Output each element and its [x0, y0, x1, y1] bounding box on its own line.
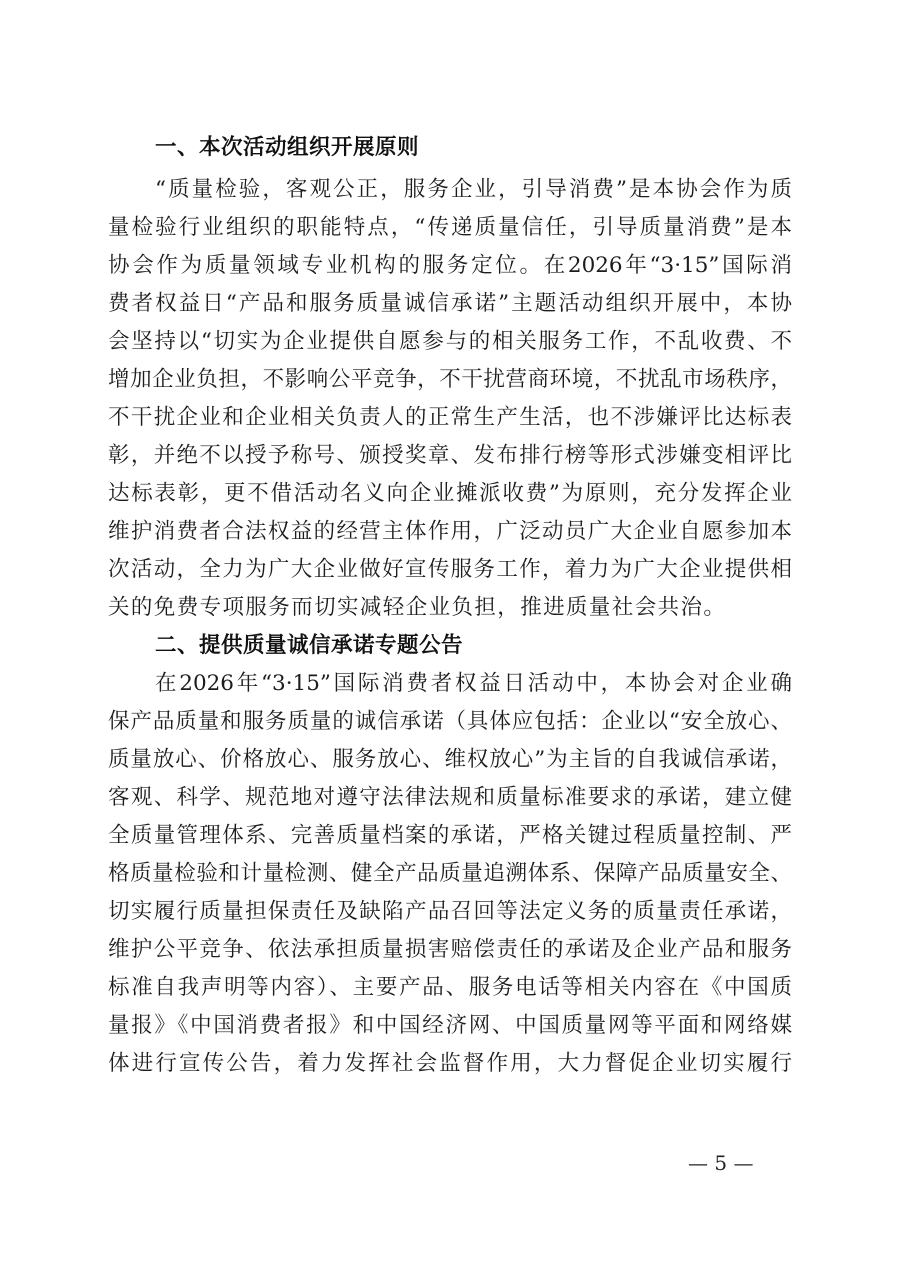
paragraph-line: 量报》《中国消费者报》和中国经济网、中国质量网等平面和网络媒: [108, 1013, 792, 1038]
paragraph-line: 保产品质量和服务质量的诚信承诺（具体应包括：企业以“安全放心、: [108, 709, 792, 734]
paragraph-line: 维护公平竞争、依法承担质量损害赔偿责任的承诺及企业产品和服务: [108, 937, 792, 962]
paragraph-line: 全质量管理体系、完善质量档案的承诺，严格关键过程质量控制、严: [108, 823, 792, 848]
paragraph-line: 会坚持以“切实为企业提供自愿参与的相关服务工作，不乱收费、不: [108, 329, 792, 354]
paragraph-line: 关的免费专项服务而切实减轻企业负担，推进质量社会共治。: [108, 595, 727, 620]
paragraph-line: 客观、科学、规范地对遵守法律法规和质量标准要求的承诺，建立健: [108, 785, 792, 810]
section-heading-2: 二、提供质量诚信承诺专题公告: [155, 633, 464, 658]
paragraph-line: 在2026年“3·15”国际消费者权益日活动中，本协会对企业确: [155, 671, 792, 696]
paragraph-line: “质量检验，客观公正，服务企业，引导消费”是本协会作为质: [155, 177, 792, 202]
section-heading-1: 一、本次活动组织开展原则: [155, 135, 420, 160]
paragraph-line: 维护消费者合法权益的经营主体作用，广泛动员广大企业自愿参加本: [108, 519, 792, 544]
paragraph-line: 不干扰企业和企业相关负责人的正常生产生活，也不涉嫌评比达标表: [108, 405, 792, 430]
paragraph-line: 格质量检验和计量检测、健全产品质量追溯体系、保障产品质量安全、: [108, 861, 792, 886]
paragraph-line: 标准自我声明等内容）、主要产品、服务电话等相关内容在《中国质: [108, 975, 792, 1000]
paragraph-line: 达标表彰，更不借活动名义向企业摊派收费”为原则，充分发挥企业: [108, 481, 792, 506]
paragraph-line: 增加企业负担，不影响公平竞争，不干扰营商环境，不扰乱市场秩序，: [108, 367, 792, 392]
paragraph-line: 体进行宣传公告，着力发挥社会监督作用，大力督促企业切实履行: [108, 1051, 792, 1076]
page-number: — 5 —: [688, 1151, 754, 1175]
paragraph-line: 协会作为质量领域专业机构的服务定位。在2026年“3·15”国际消: [108, 253, 792, 278]
paragraph-line: 切实履行质量担保责任及缺陷产品召回等法定义务的质量责任承诺，: [108, 899, 792, 924]
paragraph-line: 次活动，全力为广大企业做好宣传服务工作，着力为广大企业提供相: [108, 557, 792, 582]
paragraph-line: 费者权益日“产品和服务质量诚信承诺”主题活动组织开展中，本协: [108, 291, 792, 316]
paragraph-line: 彰，并绝不以授予称号、颁授奖章、发布排行榜等形式涉嫌变相评比: [108, 443, 792, 468]
paragraph-line: 质量放心、价格放心、服务放心、维权放心”为主旨的自我诚信承诺，: [108, 747, 792, 772]
paragraph-line: 量检验行业组织的职能特点，“传递质量信任，引导质量消费”是本: [108, 215, 792, 240]
